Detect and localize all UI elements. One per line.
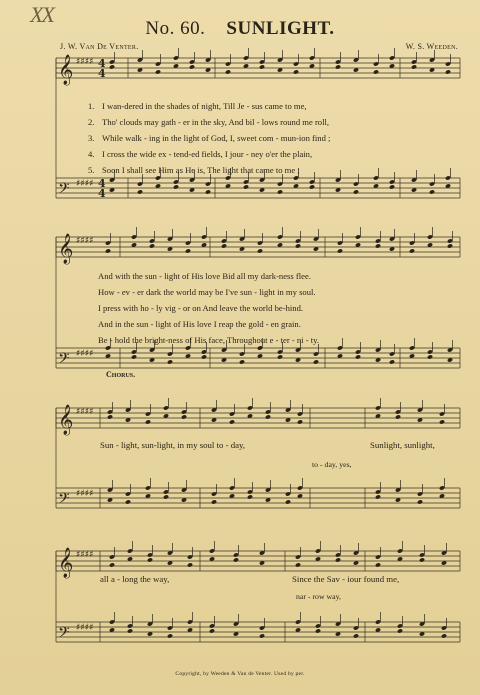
note-head bbox=[439, 419, 445, 424]
note-head bbox=[259, 633, 265, 638]
svg-text:𝄞: 𝄞 bbox=[58, 405, 74, 435]
note-head bbox=[247, 494, 253, 499]
note-head bbox=[417, 499, 423, 504]
note-head bbox=[375, 562, 381, 567]
note-head bbox=[293, 69, 299, 74]
note-head bbox=[205, 189, 211, 194]
verse-line: And in the sun - light of His love I reap the gold - en grain. bbox=[98, 319, 301, 329]
note-head bbox=[187, 562, 193, 567]
svg-text:♯♯♯♯: ♯♯♯♯ bbox=[76, 349, 94, 359]
note-head bbox=[125, 499, 131, 504]
verse-line: How - ev - er dark the world may be I've sun - light in my soul. bbox=[98, 287, 316, 297]
note-head bbox=[149, 243, 155, 248]
note-head bbox=[243, 184, 249, 189]
copyright-notice: Copyright, by Weeden & Van de Venter. Used by per. bbox=[175, 671, 305, 677]
note-head bbox=[441, 633, 447, 638]
note-head bbox=[229, 419, 235, 424]
note-head bbox=[429, 189, 435, 194]
note-head bbox=[353, 189, 359, 194]
verse-line: Be - hold the bright-ness of His face, Throughout e - ter - ni - ty. bbox=[98, 335, 319, 345]
svg-text:♯♯♯♯: ♯♯♯♯ bbox=[76, 179, 94, 189]
note-head bbox=[163, 494, 169, 499]
note-head bbox=[389, 184, 395, 189]
corner-handwritten-mark: XX bbox=[30, 2, 53, 27]
verses-block-1 bbox=[88, 98, 330, 178]
verse-line: 4. I cross the wide ex - tend-ed fields, I jour - ney o'er the plain, bbox=[88, 149, 313, 159]
note-head bbox=[131, 354, 137, 359]
chorus-line-1-end: Sunlight, sunlight, bbox=[370, 440, 435, 450]
svg-text:♯♯♯♯: ♯♯♯♯ bbox=[76, 623, 94, 633]
chorus-line-1-bass: to - day, yes, bbox=[312, 460, 352, 469]
note-head bbox=[427, 354, 433, 359]
note-head bbox=[375, 243, 381, 248]
note-head bbox=[155, 69, 161, 74]
note-head bbox=[189, 64, 195, 69]
svg-text:♯♯♯♯: ♯♯♯♯ bbox=[76, 550, 94, 560]
svg-text:𝄞: 𝄞 bbox=[58, 548, 74, 578]
note-head bbox=[239, 359, 245, 364]
note-head bbox=[411, 64, 417, 69]
note-head bbox=[185, 248, 191, 253]
note-head bbox=[313, 359, 319, 364]
note-head bbox=[285, 499, 291, 504]
hymn-name: SUNLIGHT. bbox=[226, 18, 335, 39]
svg-text:4: 4 bbox=[98, 187, 106, 200]
note-head bbox=[225, 69, 231, 74]
chorus-line-2-end: Since the Sav - iour found me, bbox=[292, 574, 400, 584]
note-head bbox=[221, 243, 227, 248]
note-head bbox=[309, 184, 315, 189]
svg-text:𝄢: 𝄢 bbox=[58, 624, 70, 645]
note-head bbox=[447, 243, 453, 248]
chorus-line-1: Sun - light, sun-light, in my soul to - day, bbox=[100, 440, 246, 450]
note-head bbox=[167, 633, 173, 638]
chorus-line-2: all a - long the way, bbox=[100, 574, 170, 584]
svg-text:4: 4 bbox=[98, 57, 106, 70]
verse-line: 5. Soon I shall see Him as He is, The light that came to me ; bbox=[88, 165, 300, 175]
note-head bbox=[107, 414, 113, 419]
note-head bbox=[297, 419, 303, 424]
treble-clef-icon: 𝄞 bbox=[58, 55, 74, 85]
note-head bbox=[445, 69, 451, 74]
svg-text:♯♯♯♯: ♯♯♯♯ bbox=[76, 489, 94, 499]
verses-block-2 bbox=[98, 268, 319, 348]
note-head bbox=[373, 69, 379, 74]
note-head bbox=[389, 359, 395, 364]
note-head bbox=[109, 64, 115, 69]
chorus-line-2-bass: nar - row way, bbox=[296, 592, 341, 601]
svg-text:4: 4 bbox=[98, 177, 106, 190]
note-head bbox=[277, 354, 283, 359]
note-head bbox=[375, 494, 381, 499]
note-head bbox=[127, 628, 133, 633]
note-head bbox=[211, 499, 217, 504]
note-head bbox=[295, 243, 301, 248]
note-head bbox=[353, 633, 359, 638]
svg-text:♯♯♯♯: ♯♯♯♯ bbox=[76, 236, 94, 246]
note-head bbox=[335, 64, 341, 69]
svg-text:𝄞: 𝄞 bbox=[58, 234, 74, 264]
note-head bbox=[105, 248, 111, 253]
note-head bbox=[337, 248, 343, 253]
svg-text:𝄢: 𝄢 bbox=[58, 350, 70, 371]
chorus-label: Chorus. bbox=[106, 370, 136, 379]
note-head bbox=[173, 184, 179, 189]
note-head bbox=[355, 354, 361, 359]
note-head bbox=[409, 248, 415, 253]
svg-text:4: 4 bbox=[98, 67, 106, 80]
composer-credit: W. S. Weeden. bbox=[405, 42, 458, 51]
note-head bbox=[395, 414, 401, 419]
bass-clef-icon: 𝄢 bbox=[58, 180, 70, 201]
verse-line: 2. Tho' clouds may gath - er in the sky, And bil - lows round me roll, bbox=[88, 117, 330, 127]
note-head bbox=[201, 354, 207, 359]
svg-text:♯♯♯♯: ♯♯♯♯ bbox=[76, 57, 94, 67]
note-head bbox=[335, 557, 341, 562]
verse-line: 1. I wan-dered in the shades of night, Till Je - sus came to me, bbox=[88, 101, 307, 111]
note-head bbox=[109, 562, 115, 567]
note-head bbox=[295, 562, 301, 567]
note-head bbox=[147, 557, 153, 562]
note-head bbox=[181, 414, 187, 419]
hymn-number: No. 60. bbox=[145, 18, 206, 39]
note-head bbox=[315, 628, 321, 633]
note-head bbox=[397, 628, 403, 633]
staff-system-1-treble bbox=[56, 58, 460, 78]
verse-line: 3. While walk - ing in the light of God, I, sweet com - mun-ion find ; bbox=[88, 133, 331, 143]
note-head bbox=[137, 189, 143, 194]
note-head bbox=[265, 414, 271, 419]
verse-line: And with the sun - light of His love Bid all my dark-ness flee. bbox=[98, 271, 311, 281]
note-head bbox=[277, 189, 283, 194]
note-head bbox=[145, 419, 151, 424]
note-head bbox=[209, 628, 215, 633]
note-head bbox=[259, 64, 265, 69]
svg-text:♯♯♯♯: ♯♯♯♯ bbox=[76, 407, 94, 417]
note-head bbox=[233, 557, 239, 562]
svg-text:𝄢: 𝄢 bbox=[58, 490, 70, 511]
verse-line: I press with ho - ly vig - or on And leave the world be-hind. bbox=[98, 303, 304, 313]
lyricist-credit: J. W. Van De Venter. bbox=[60, 42, 139, 51]
note-head bbox=[257, 248, 263, 253]
note-head bbox=[419, 557, 425, 562]
note-head bbox=[167, 359, 173, 364]
